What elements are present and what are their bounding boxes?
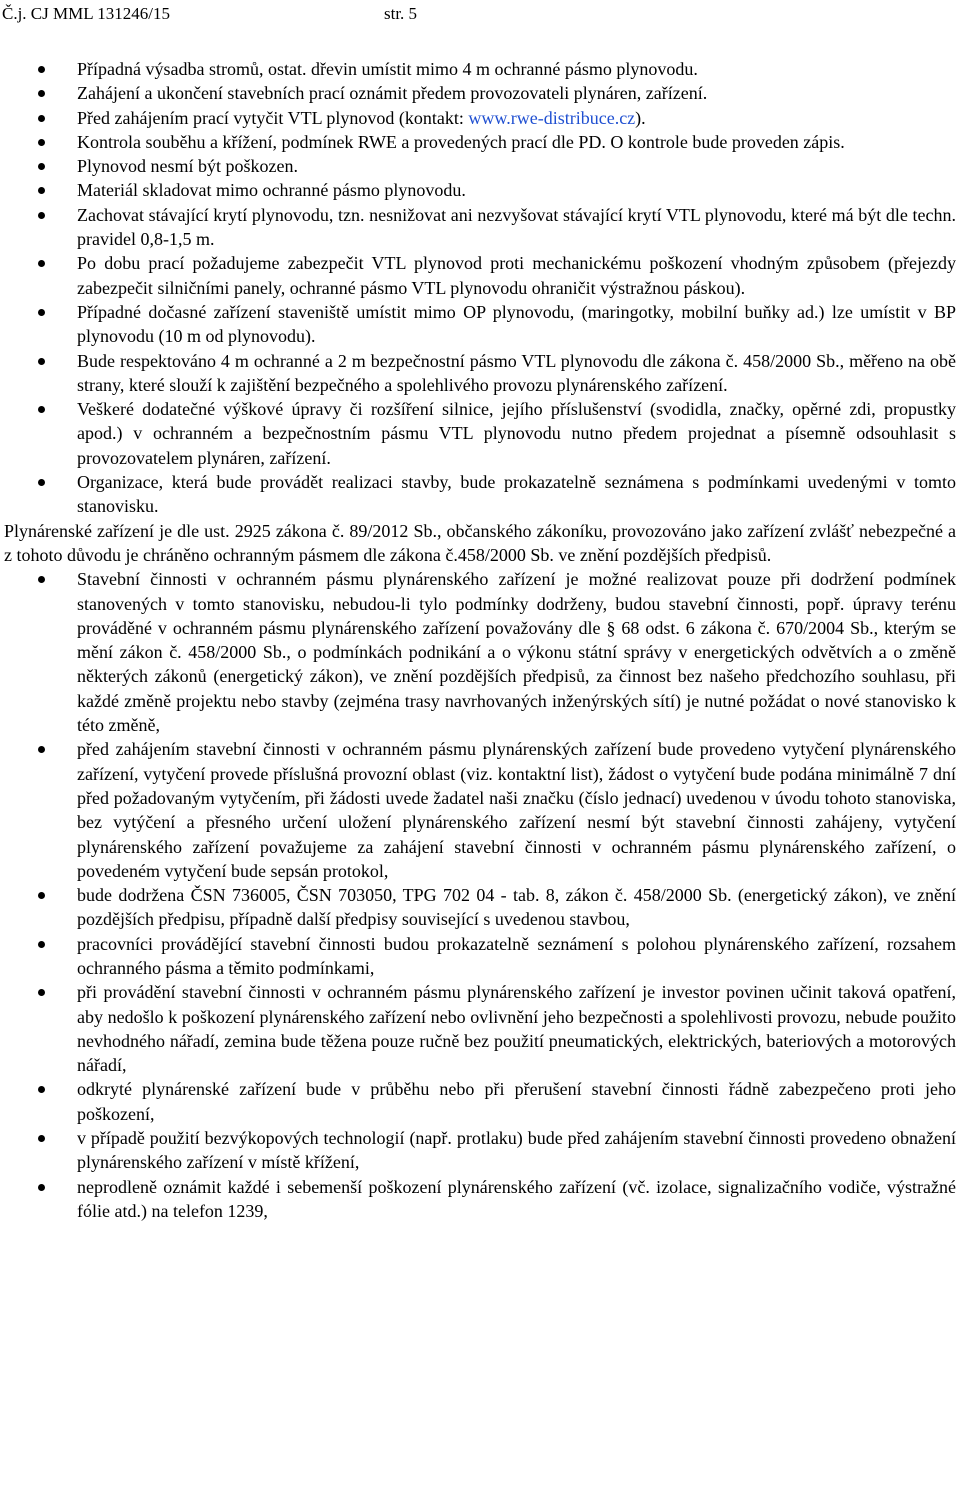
list-item: v případě použití bezvýkopových technologií (např. protlaku) bude před zahájením stavební činnosti provedeno obnažení plynárenského zařízení v místě křížení,: [0, 1126, 956, 1175]
list-item: Materiál skladovat mimo ochranné pásmo plynovodu.: [0, 178, 956, 202]
list-item: Případná výsadba stromů, ostat. dřevin umístit mimo 4 m ochranné pásmo plynovodu.: [0, 57, 956, 81]
list-item: před zahájením stavební činnosti v ochranném pásmu plynárenských zařízení bude provedeno vytyčení plynárenského zařízení, vytyčení provede příslušná provozní oblast (viz. kontaktní list), žádost o vytyčení bude podána minimálně 7 dní před požadovaným vytyčením, při žádosti uvede žadatel naši značku (číslo jednací) uvedenou v úvodu tohoto stanoviska, bez vytýčení a přesného určení uložení plynárenského zařízení nesmí být stavební činnosti zahájeny, vytyčení plynárenského zařízení považujeme za zahájení stavební činnosti v ochranném pásmu plynárenského zařízení, o povedeném vytyčení bude sepsán protokol,: [0, 737, 956, 883]
list-item: bude dodržena ČSN 736005, ČSN 703050, TPG 702 04 - tab. 8, zákon č. 458/2000 Sb. (energetický zákon), ve znění pozdějších předpisu, případně další předpisy související s uvedenou stavbou,: [0, 883, 956, 932]
list-item: Zahájení a ukončení stavebních prací oznámit předem provozovateli plynáren, zařízení.: [0, 81, 956, 105]
list-item: Případné dočasné zařízení staveniště umístit mimo OP plynovodu, (maringotky, mobilní buňky ad.) lze umístit v BP plynovodu (10 m od plynovodu).: [0, 300, 956, 349]
document-body: [0, 57, 956, 1223]
list-item: neprodleně oznámit každé i sebemenší poškození plynárenského zařízení (vč. izolace, signalizačního vodiče, výstražné fólie atd.) na telefon 1239,: [0, 1175, 956, 1224]
requirements-list: [0, 567, 956, 1223]
list-item: Bude respektováno 4 m ochranné a 2 m bezpečnostní pásmo VTL plynovodu dle zákona č. 458/2000 Sb., měřeno na obě strany, které slouží k zajištění bezpečného a spolehlivého provozu plynárenského zařízení.: [0, 349, 956, 398]
list-item: Kontrola souběhu a křížení, podmínek RWE a provedených prací dle PD. O kontrole bude proveden zápis.: [0, 130, 956, 154]
list-item: Po dobu prací požadujeme zabezpečit VTL plynovod proti mechanickému poškození vhodným způsobem (přejezdy zabezpečit silničními panely, ochranné pásmo VTL plynovodu ohraničit výstražnou páskou).: [0, 251, 956, 300]
list-item: odkryté plynárenské zařízení bude v průběhu nebo při přerušení stavební činnosti řádně zabezpečeno proti jeho poškození,: [0, 1077, 956, 1126]
list-item: Veškeré dodatečné výškové úpravy či rozšíření silnice, jejího příslušenství (svodidla, značky, opěrné zdi, propustky apod.) v ochranném a bezpečnostním pásmu VTL plynovodu nutno předem projednat a písemně odsouhlasit s provozovatelem plynáren, zařízení.: [0, 397, 956, 470]
list-item: pracovníci provádějící stavební činnosti budou prokazatelně seznámení s polohou plynárenského zařízení, rozsahem ochranného pásma a těmito podmínkami,: [0, 932, 956, 981]
legal-paragraph: Plynárenské zařízení je dle ust. 2925 zákona č. 89/2012 Sb., občanského zákoníku, provozováno jako zařízení zvlášť nebezpečné a z tohoto důvodu je chráněno ochranným pásmem dle zákona č.458/2000 Sb. ve znění pozdějších předpisů.: [4, 520, 956, 565]
list-item: [0, 106, 956, 130]
list-item: Plynovod nesmí být poškozen.: [0, 154, 956, 178]
reference-number: Č.j. CJ MML 131246/15: [2, 4, 170, 23]
contact-link[interactable]: www.rwe-distribuce.cz: [468, 107, 636, 128]
page-number: str. 5: [384, 4, 418, 23]
conditions-list: [0, 57, 956, 519]
list-item: Organizace, která bude provádět realizaci stavby, bude prokazatelně seznámena s podmínkami uvedenými v tomto stanovisku.: [0, 470, 956, 519]
list-item-text: Před zahájením prací vytyčit VTL plynovod (kontakt:: [77, 107, 469, 128]
list-item-text: ).: [635, 107, 646, 128]
list-item: Stavební činnosti v ochranném pásmu plynárenského zařízení je možné realizovat pouze při dodržení podmínek stanovených v tomto stanovisku, nebudou-li tylo podmínky dodrženy, budou stavební činnosti, popř. úpravy terénu prováděné v ochranném pásmu plynárenského zařízení považovány dle § 68 odst. 6 zákona č. 670/2004 Sb., kterým se mění zákon č. 458/2000 Sb., o podmínkách podnikání a o výkonu státní správy v energetických odvětvích a o změně některých zákonů (energetický zákon), ve znění pozdějších předpisů, za činnost bez našeho předchozího souhlasu, při každé změně projektu nebo stavby (zejména trasy navrhovaných inženýrských sítí) je nutné požádat o nové stanovisko k této změně,: [0, 567, 956, 737]
list-item: při provádění stavební činnosti v ochranném pásmu plynárenského zařízení je investor povinen učinit taková opatření, aby nedošlo k poškození plynárenského zařízení nebo ovlivnění jeho bezpečnosti a spolehlivosti provozu, nebude použito nevhodného nářadí, zemina bude těžena pouze ručně bez použití pneumatických, elektrických, bateriových a motorových nářadí,: [0, 980, 956, 1077]
list-item: Zachovat stávající krytí plynovodu, tzn. nesnižovat ani nezvyšovat stávající krytí VTL plynovodu, které má být dle techn. pravidel 0,8-1,5 m.: [0, 203, 956, 252]
